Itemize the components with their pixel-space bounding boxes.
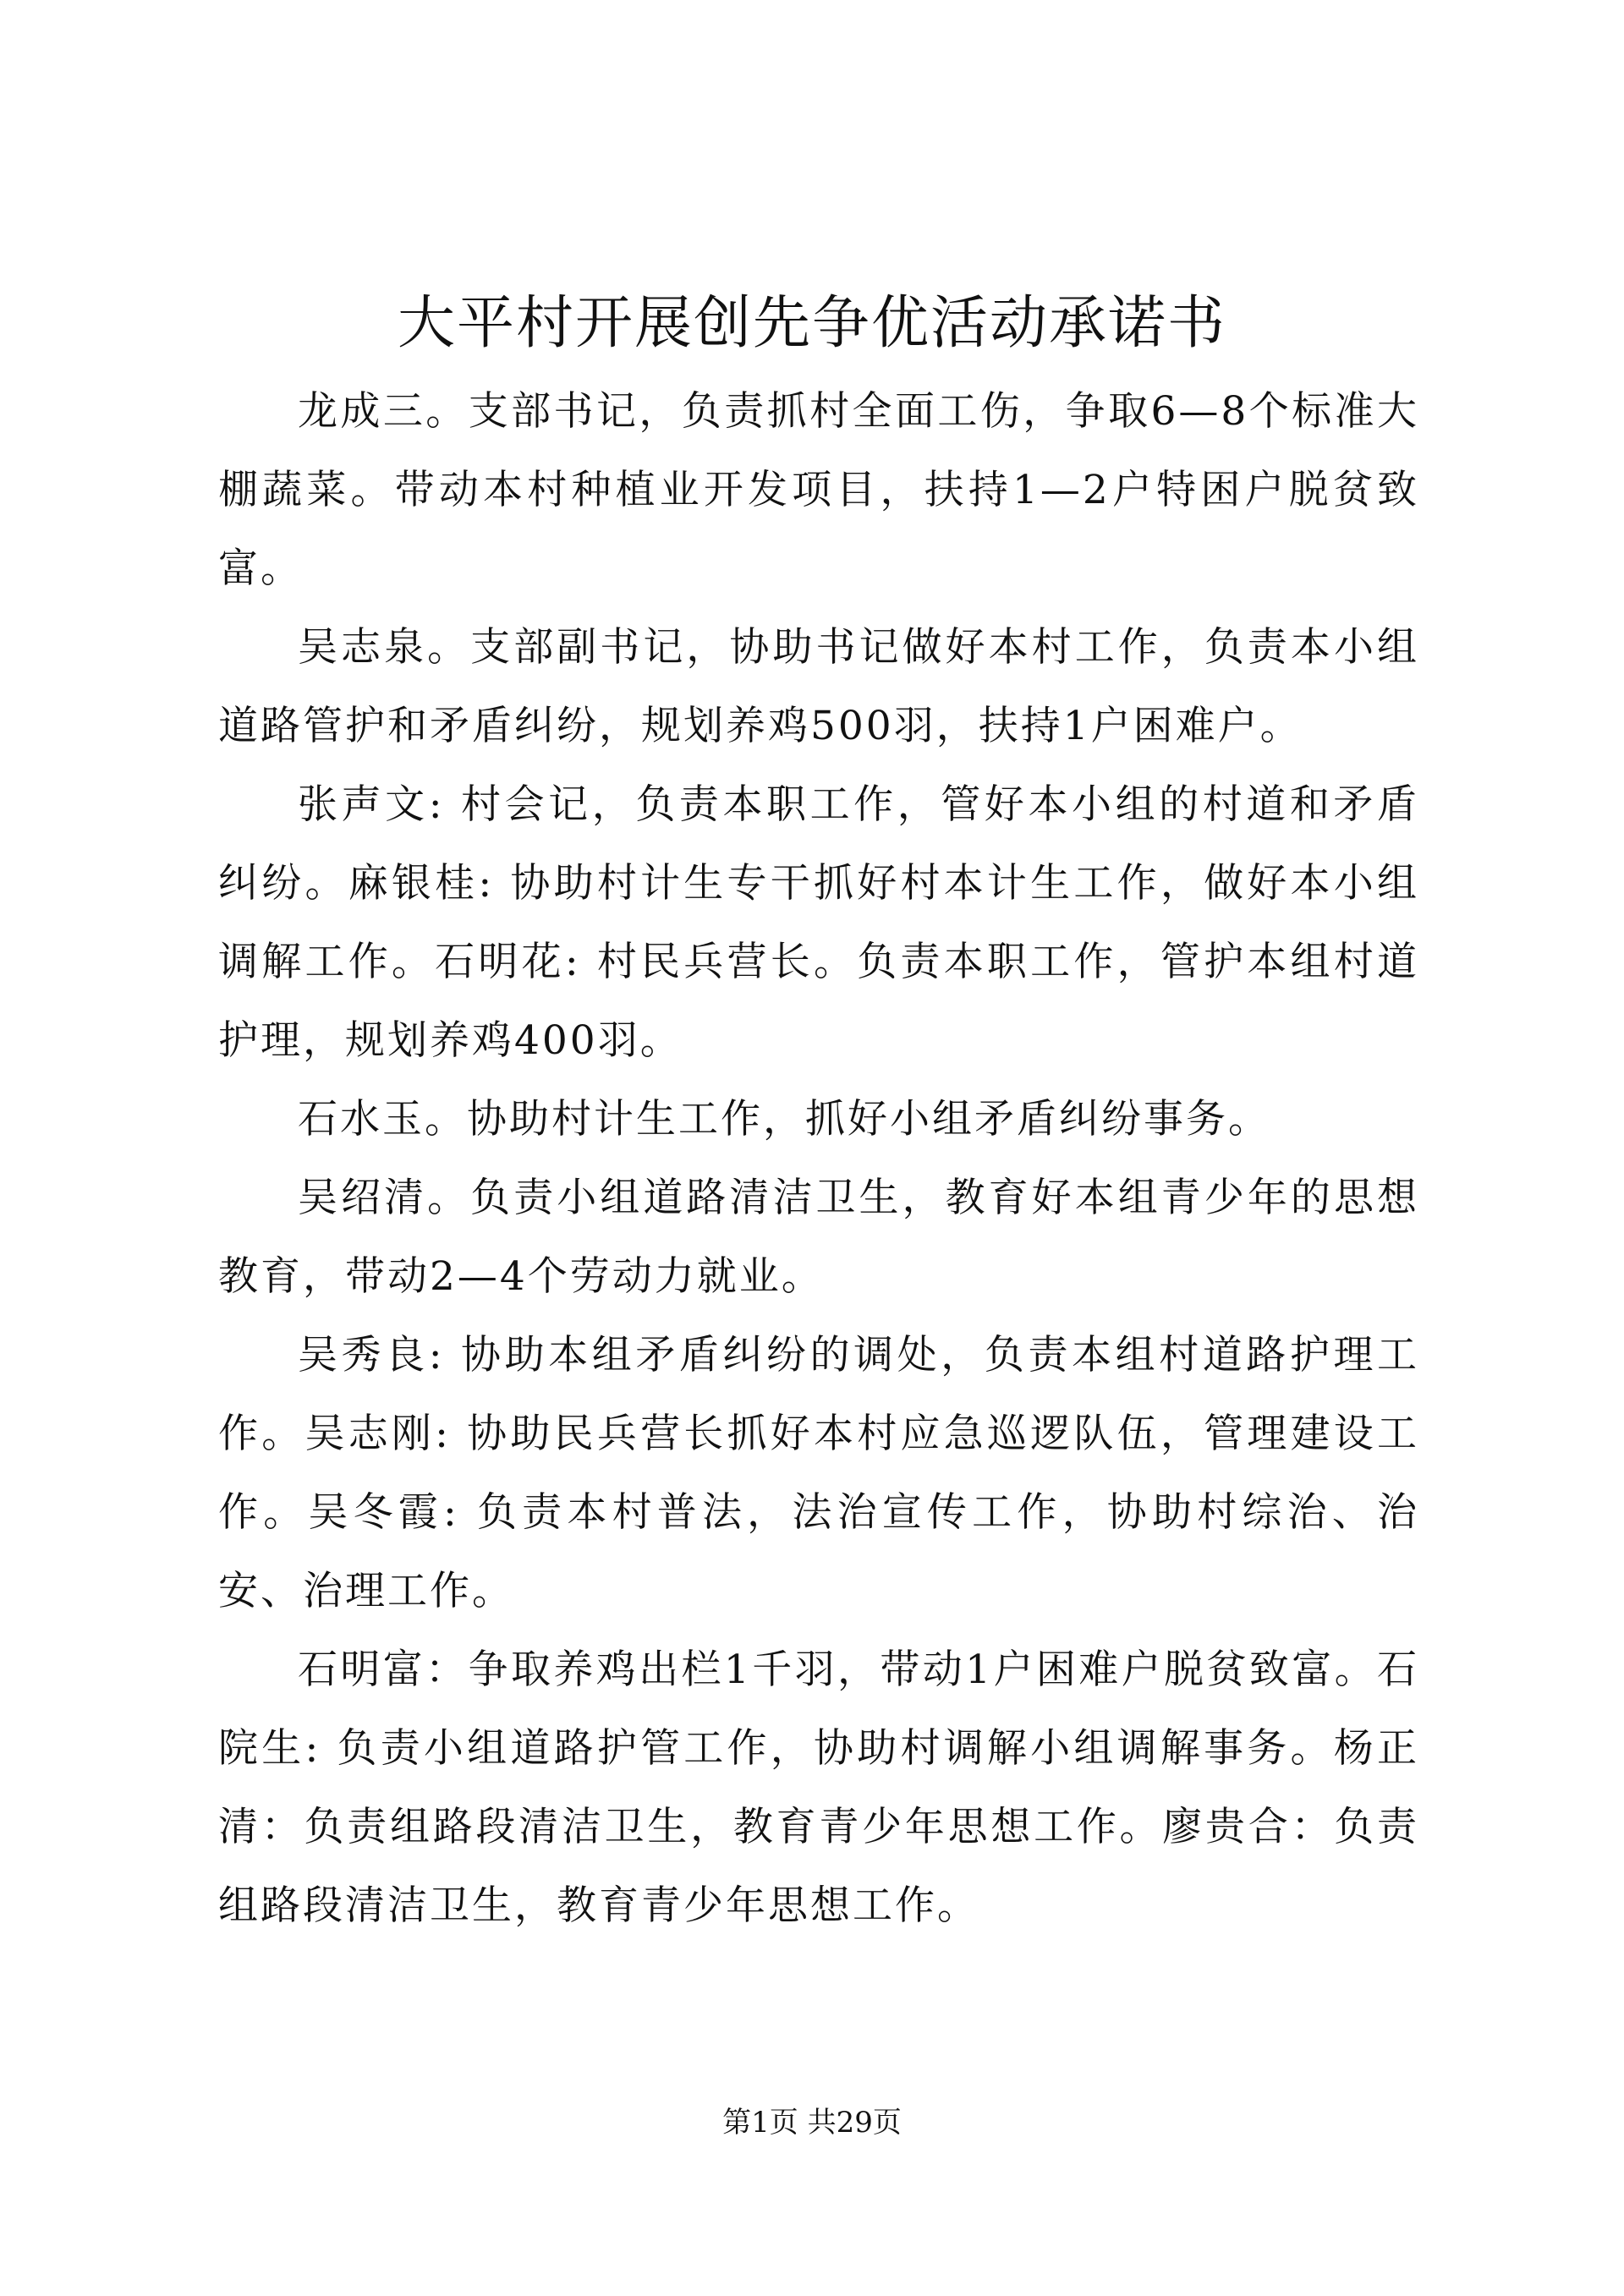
paragraph: 石明富：争取养鸡出栏1千羽，带动1户困难户脱贫致富。石院生: 负责小组道路护管工作，协助村调解小组调解事务。杨正清：负责组路段清洁卫生，教育青少年思想工作。廖贵合：负责组路段清洁卫生，教育青少年思想工作。: [218, 1647, 1419, 1929]
paragraph: 张声文: 村会记，负责本职工作，管好本小组的村道和矛盾纠纷。麻银桂: 协助村计生专干抓好村本计生工作，做好本小组调解工作。石明花: 村民兵营长。负责本职工作，管护本组村道护理，规划养鸡400羽。: [218, 781, 1419, 1064]
paragraph: 吴秀良: 协助本组矛盾纠纷的调处，负责本组村道路护理工作。吴志刚: 协助民兵营长抓好本村应急巡逻队伍，管理建设工作。吴冬霞: 负责本村普法，法治宣传工作，协助村综治、治安、治理工作。: [218, 1332, 1419, 1614]
page-number-footer: 第1页 共29页: [722, 2106, 902, 2140]
paragraph: 石水玉。协助村计生工作，抓好小组矛盾纠纷事务。: [298, 1096, 1270, 1143]
document-body: [218, 372, 1419, 1945]
paragraph: 龙成三。支部书记，负责抓村全面工伤，争取6—8个标准大棚蔬菜。带动本村种植业开发项目，扶持1—2户特困户脱贫致富。: [218, 388, 1419, 592]
document-title: 大平村开展创先争优活动承诺书: [397, 290, 1226, 357]
paragraph: 吴绍清。负责小组道路清洁卫生，教育好本组青少年的思想教育，带动2—4个劳动力就业。: [218, 1175, 1419, 1300]
paragraph: 吴志泉。支部副书记，协助书记做好本村工作，负责本小组道路管护和矛盾纠纷，规划养鸡500羽，扶持1户困难户。: [218, 624, 1419, 749]
